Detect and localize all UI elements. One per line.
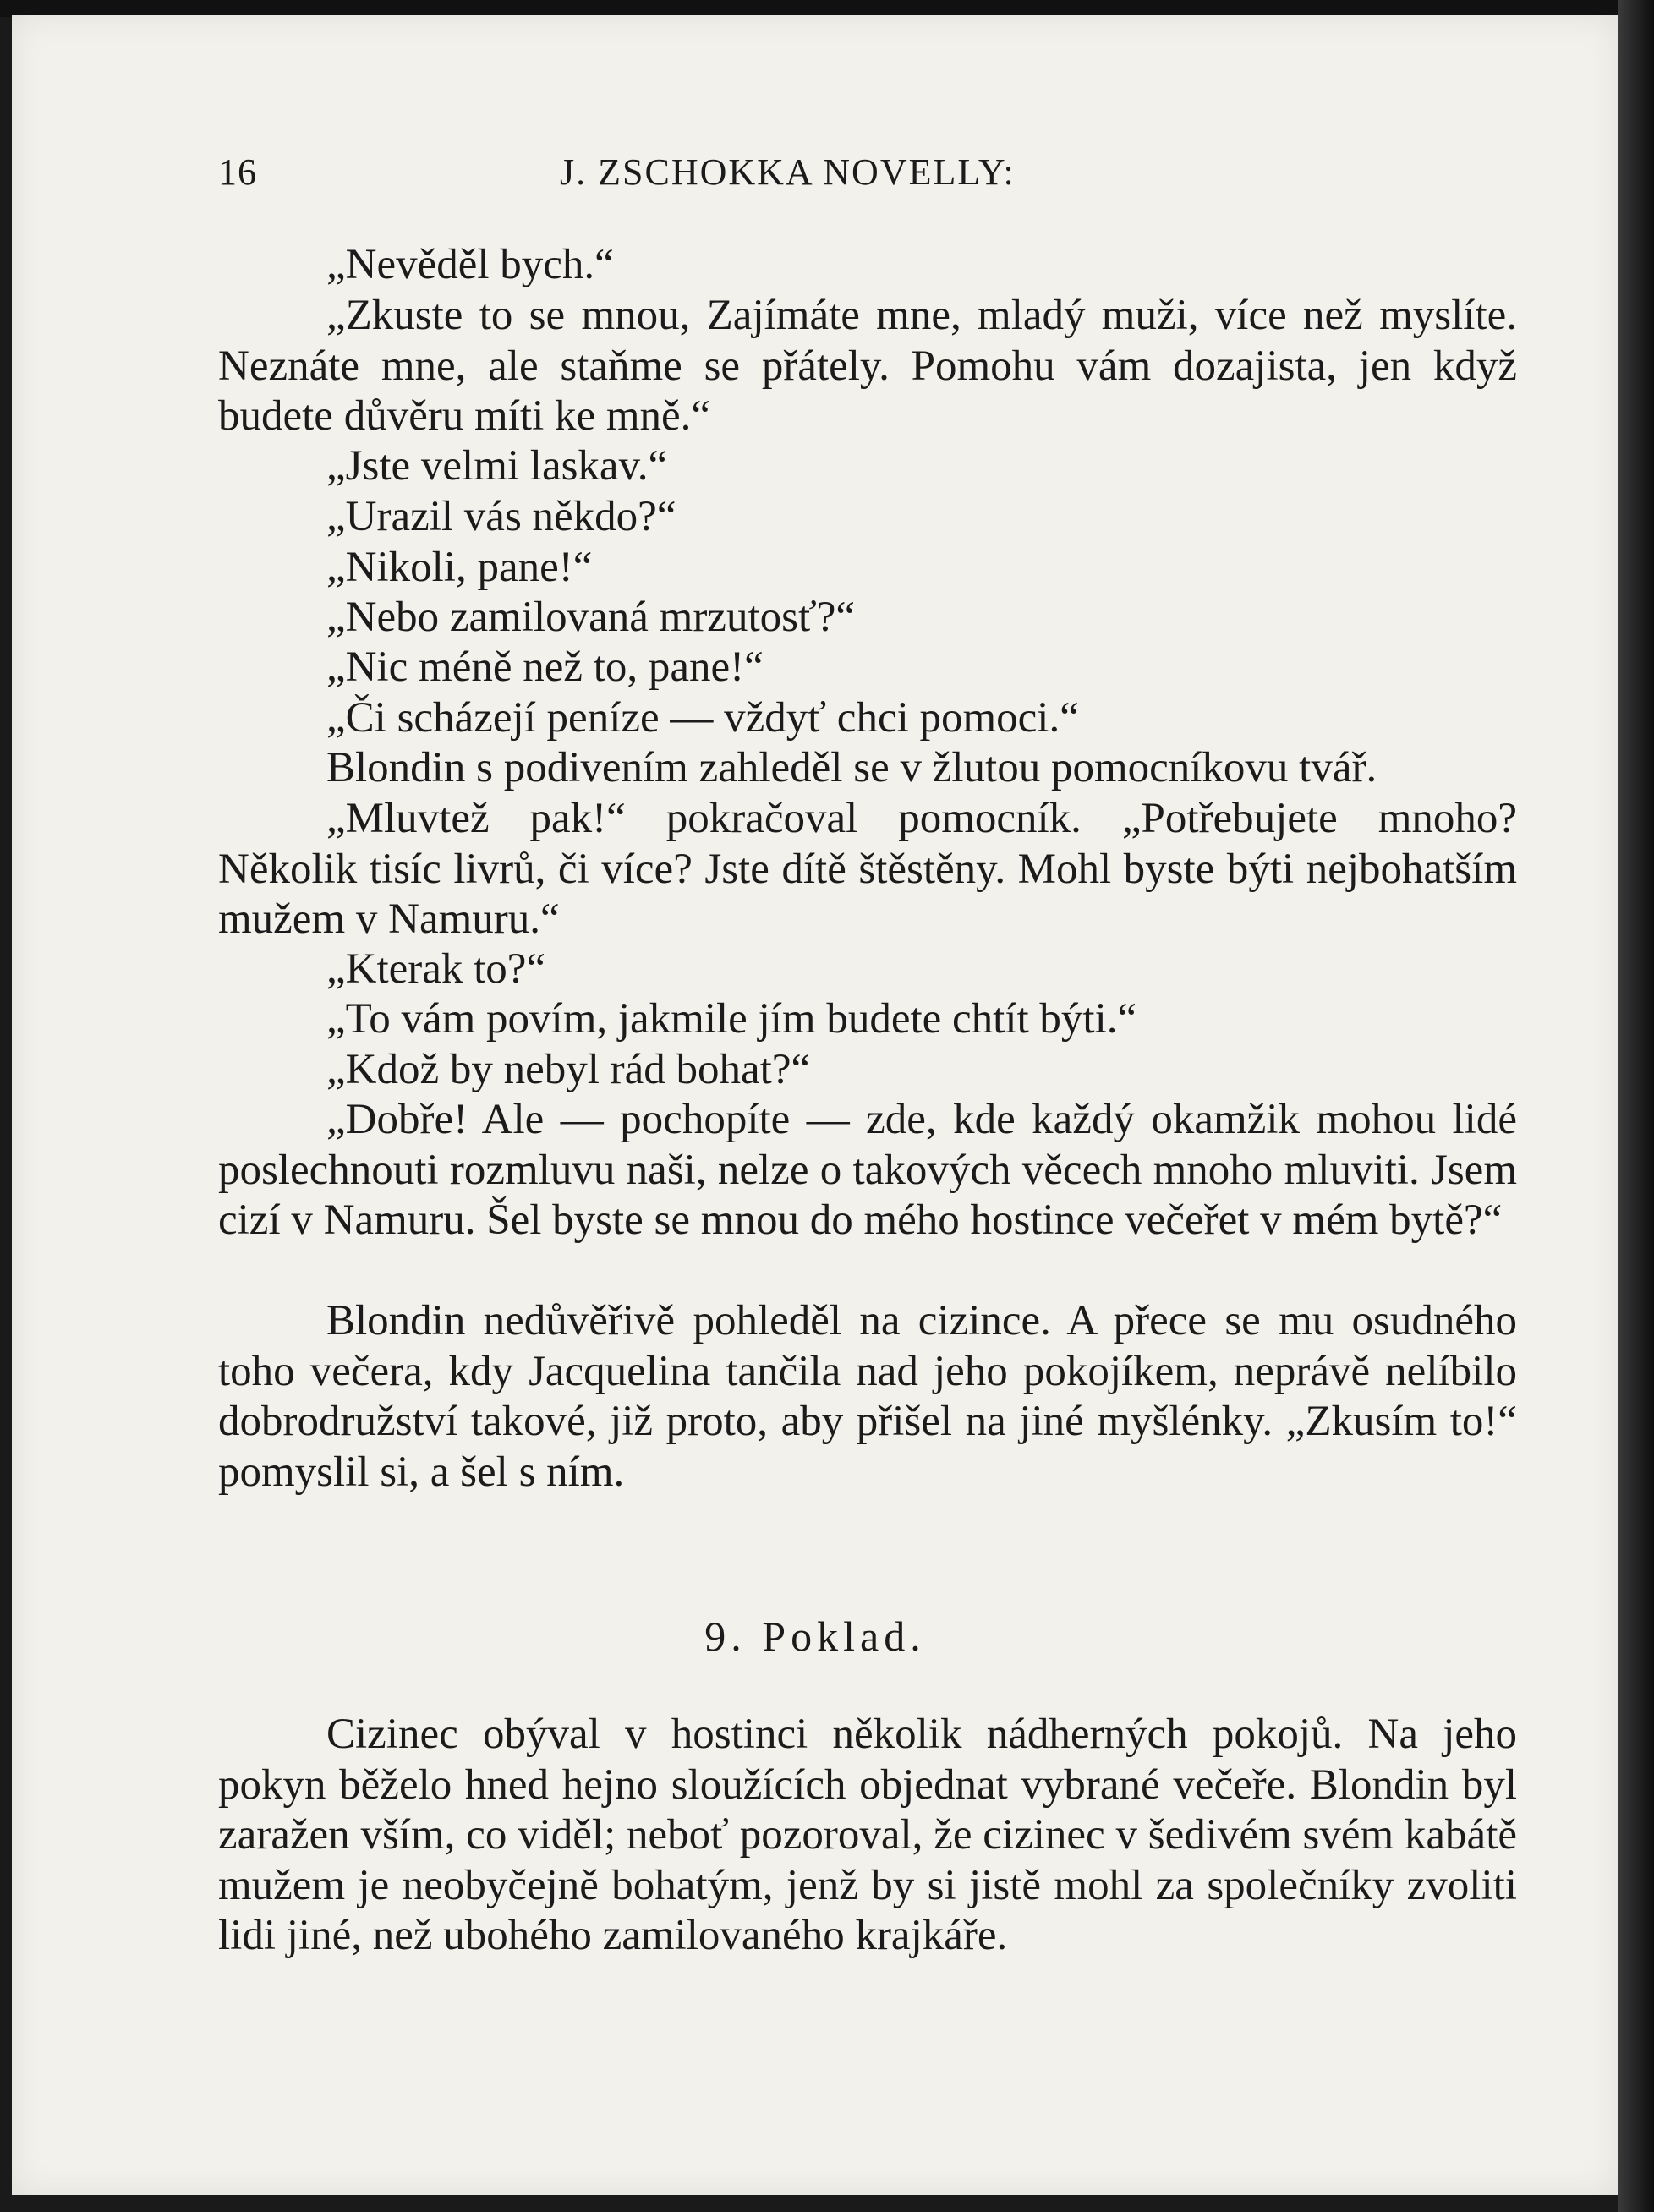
- paragraph: „Či scházejí peníze — vždyť chci pomoci.“: [326, 694, 1079, 742]
- book-page: [12, 15, 1618, 2195]
- paragraph: „Nevěděl bych.“: [326, 241, 614, 288]
- paragraph: Cizinec obýval v hostinci několik nádherných pokojů. Na jeho pokyn běželo hned hejno sloužících objednat vybrané večeře. Blondin byl zaražen vším, co viděl; neboť pozoroval, že cizinec v šedivém svém kabátě mužem je neobyčejně bohatým, jenž by si jistě mohl za společníky zvoliti lidi jiné, než ubohého zamilovaného krajkáře.: [218, 1711, 1517, 1959]
- page-number: 16: [218, 151, 257, 193]
- paragraph: „Nic méně než to, pane!“: [326, 643, 764, 691]
- paragraph: Blondin nedůvěřivě pohleděl na cizince. A přece se mu osudného toho večera, kdy Jacquelina tančila nad jeho pokojíkem, neprávě nelíbilo dobrodružství takové, již proto, aby přišel na jiné myšlénky. „Zkusím to!“ pomyslil si, a šel s ním.: [218, 1297, 1517, 1496]
- paragraph: „Kdož by nebyl rád bohat?“: [326, 1046, 811, 1093]
- paragraph: „Kterak to?“: [326, 945, 546, 993]
- paragraph: Blondin s podivením zahleděl se v žlutou pomocníkovu tvář.: [326, 744, 1377, 791]
- scan-border-right: [1618, 0, 1654, 2212]
- scan-border-top: [0, 0, 1654, 17]
- running-head: [218, 151, 1098, 201]
- paragraph: „Nikoli, pane!“: [326, 544, 593, 591]
- paragraph: „Zkuste to se mnou, Zajímáte mne, mladý muži, více než myslíte. Neznáte mne, ale staňme se přátely. Pomohu vám dozajista, jen když budete důvěru míti ke mně.“: [218, 292, 1517, 440]
- paragraph: „Urazil vás někdo?“: [326, 493, 676, 540]
- paragraph: „Dobře! Ale — pochopíte — zde, kde každý okamžik mohou lidé poslechnouti rozmluvu naši, nelze o takových věcech mnoho mluviti. Jsem cizí v Namuru. Šel byste se mnou do mého hostince večeřet v mém bytě?“: [218, 1096, 1517, 1244]
- chapter-heading: 9. Poklad.: [704, 1612, 926, 1660]
- paragraph: „Mluvtež pak!“ pokračoval pomocník. „Potřebujete mnoho? Několik tisíc livrů, či více? Jste dítě štěstěny. Mohl byste býti nejbohatším mužem v Namuru.“: [218, 795, 1517, 943]
- paragraph: „Nebo zamilovaná mrzutosť?“: [326, 594, 856, 641]
- paragraph: „To vám povím, jakmile jím budete chtít býti.“: [326, 995, 1137, 1043]
- running-title: J. ZSCHOKKA NOVELLY:: [560, 151, 1016, 193]
- paragraph: „Jste velmi laskav.“: [326, 442, 668, 490]
